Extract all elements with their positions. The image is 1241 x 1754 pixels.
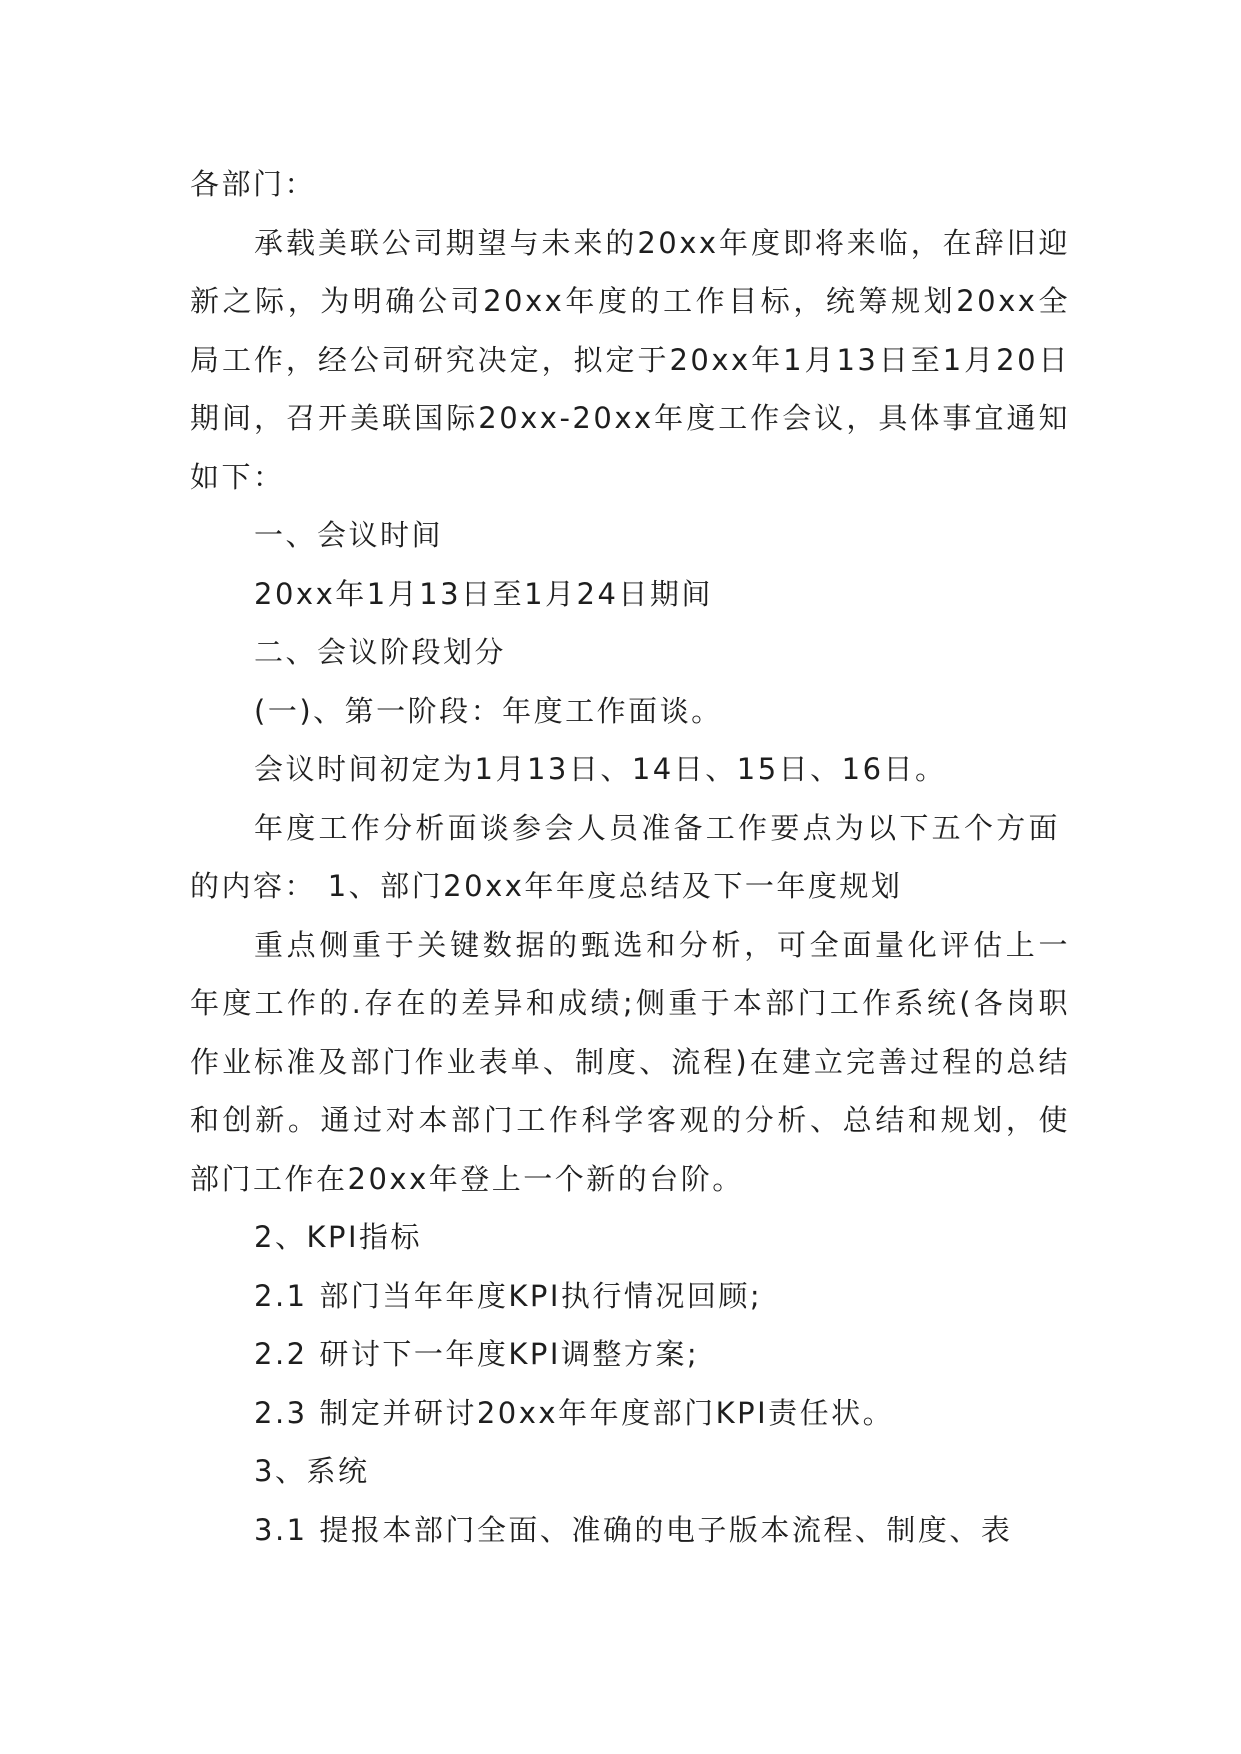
kpi-item-2-3: 2.3 制定并研讨20xx年年度部门KPI责任状。 [254, 1395, 895, 1430]
system-heading: 3、系统 [254, 1454, 370, 1488]
preparation-points-paragraph: 年度工作分析面谈参会人员准备工作要点为以下五个方面的内容： 1、部门20xx年年度总结及下一年度规划 [190, 810, 1060, 903]
intro-paragraph: 承载美联公司期望与未来的20xx年度即将来临，在辞旧迎新之际，为明确公司20xx年度的工作目标，统筹规划20xx全局工作，经公司研究决定，拟定于20xx年1月13日至1月20日期间，召开美联国际20xx-20xx年度工作会议，具体事宜通知如下： [190, 225, 1070, 494]
kpi-item-2-1: 2.1 部门当年年度KPI执行情况回顾; [254, 1278, 763, 1313]
summary-focus-paragraph: 重点侧重于关键数据的甄选和分析，可全面量化评估上一年度工作的.存在的差异和成绩;侧重于本部门工作系统(各岗职作业标准及部门作业表单、制度、流程)在建立完善过程的总结和创新。通过对本部门工作科学客观的分析、总结和规划，使部门工作在20xx年登上一个新的台阶。 [190, 927, 1070, 1196]
document-body [190, 155, 1070, 1559]
phase-one-heading: (一)、第一阶段：年度工作面谈。 [254, 693, 723, 728]
kpi-heading: 2、KPI指标 [254, 1220, 423, 1254]
meeting-time-text: 20xx年1月13日至1月24日期间 [254, 576, 713, 611]
phase-one-dates: 会议时间初定为1月13日、14日、15日、16日。 [254, 752, 947, 786]
kpi-item-2-2: 2.2 研讨下一年度KPI调整方案; [254, 1337, 700, 1371]
salutation: 各部门： [190, 167, 317, 201]
section-heading-meeting-phases: 二、会议阶段划分 [254, 635, 507, 669]
section-heading-meeting-time: 一、会议时间 [254, 518, 444, 552]
system-item-3-1: 3.1 提报本部门全面、准确的电子版本流程、制度、表 [254, 1512, 1013, 1547]
